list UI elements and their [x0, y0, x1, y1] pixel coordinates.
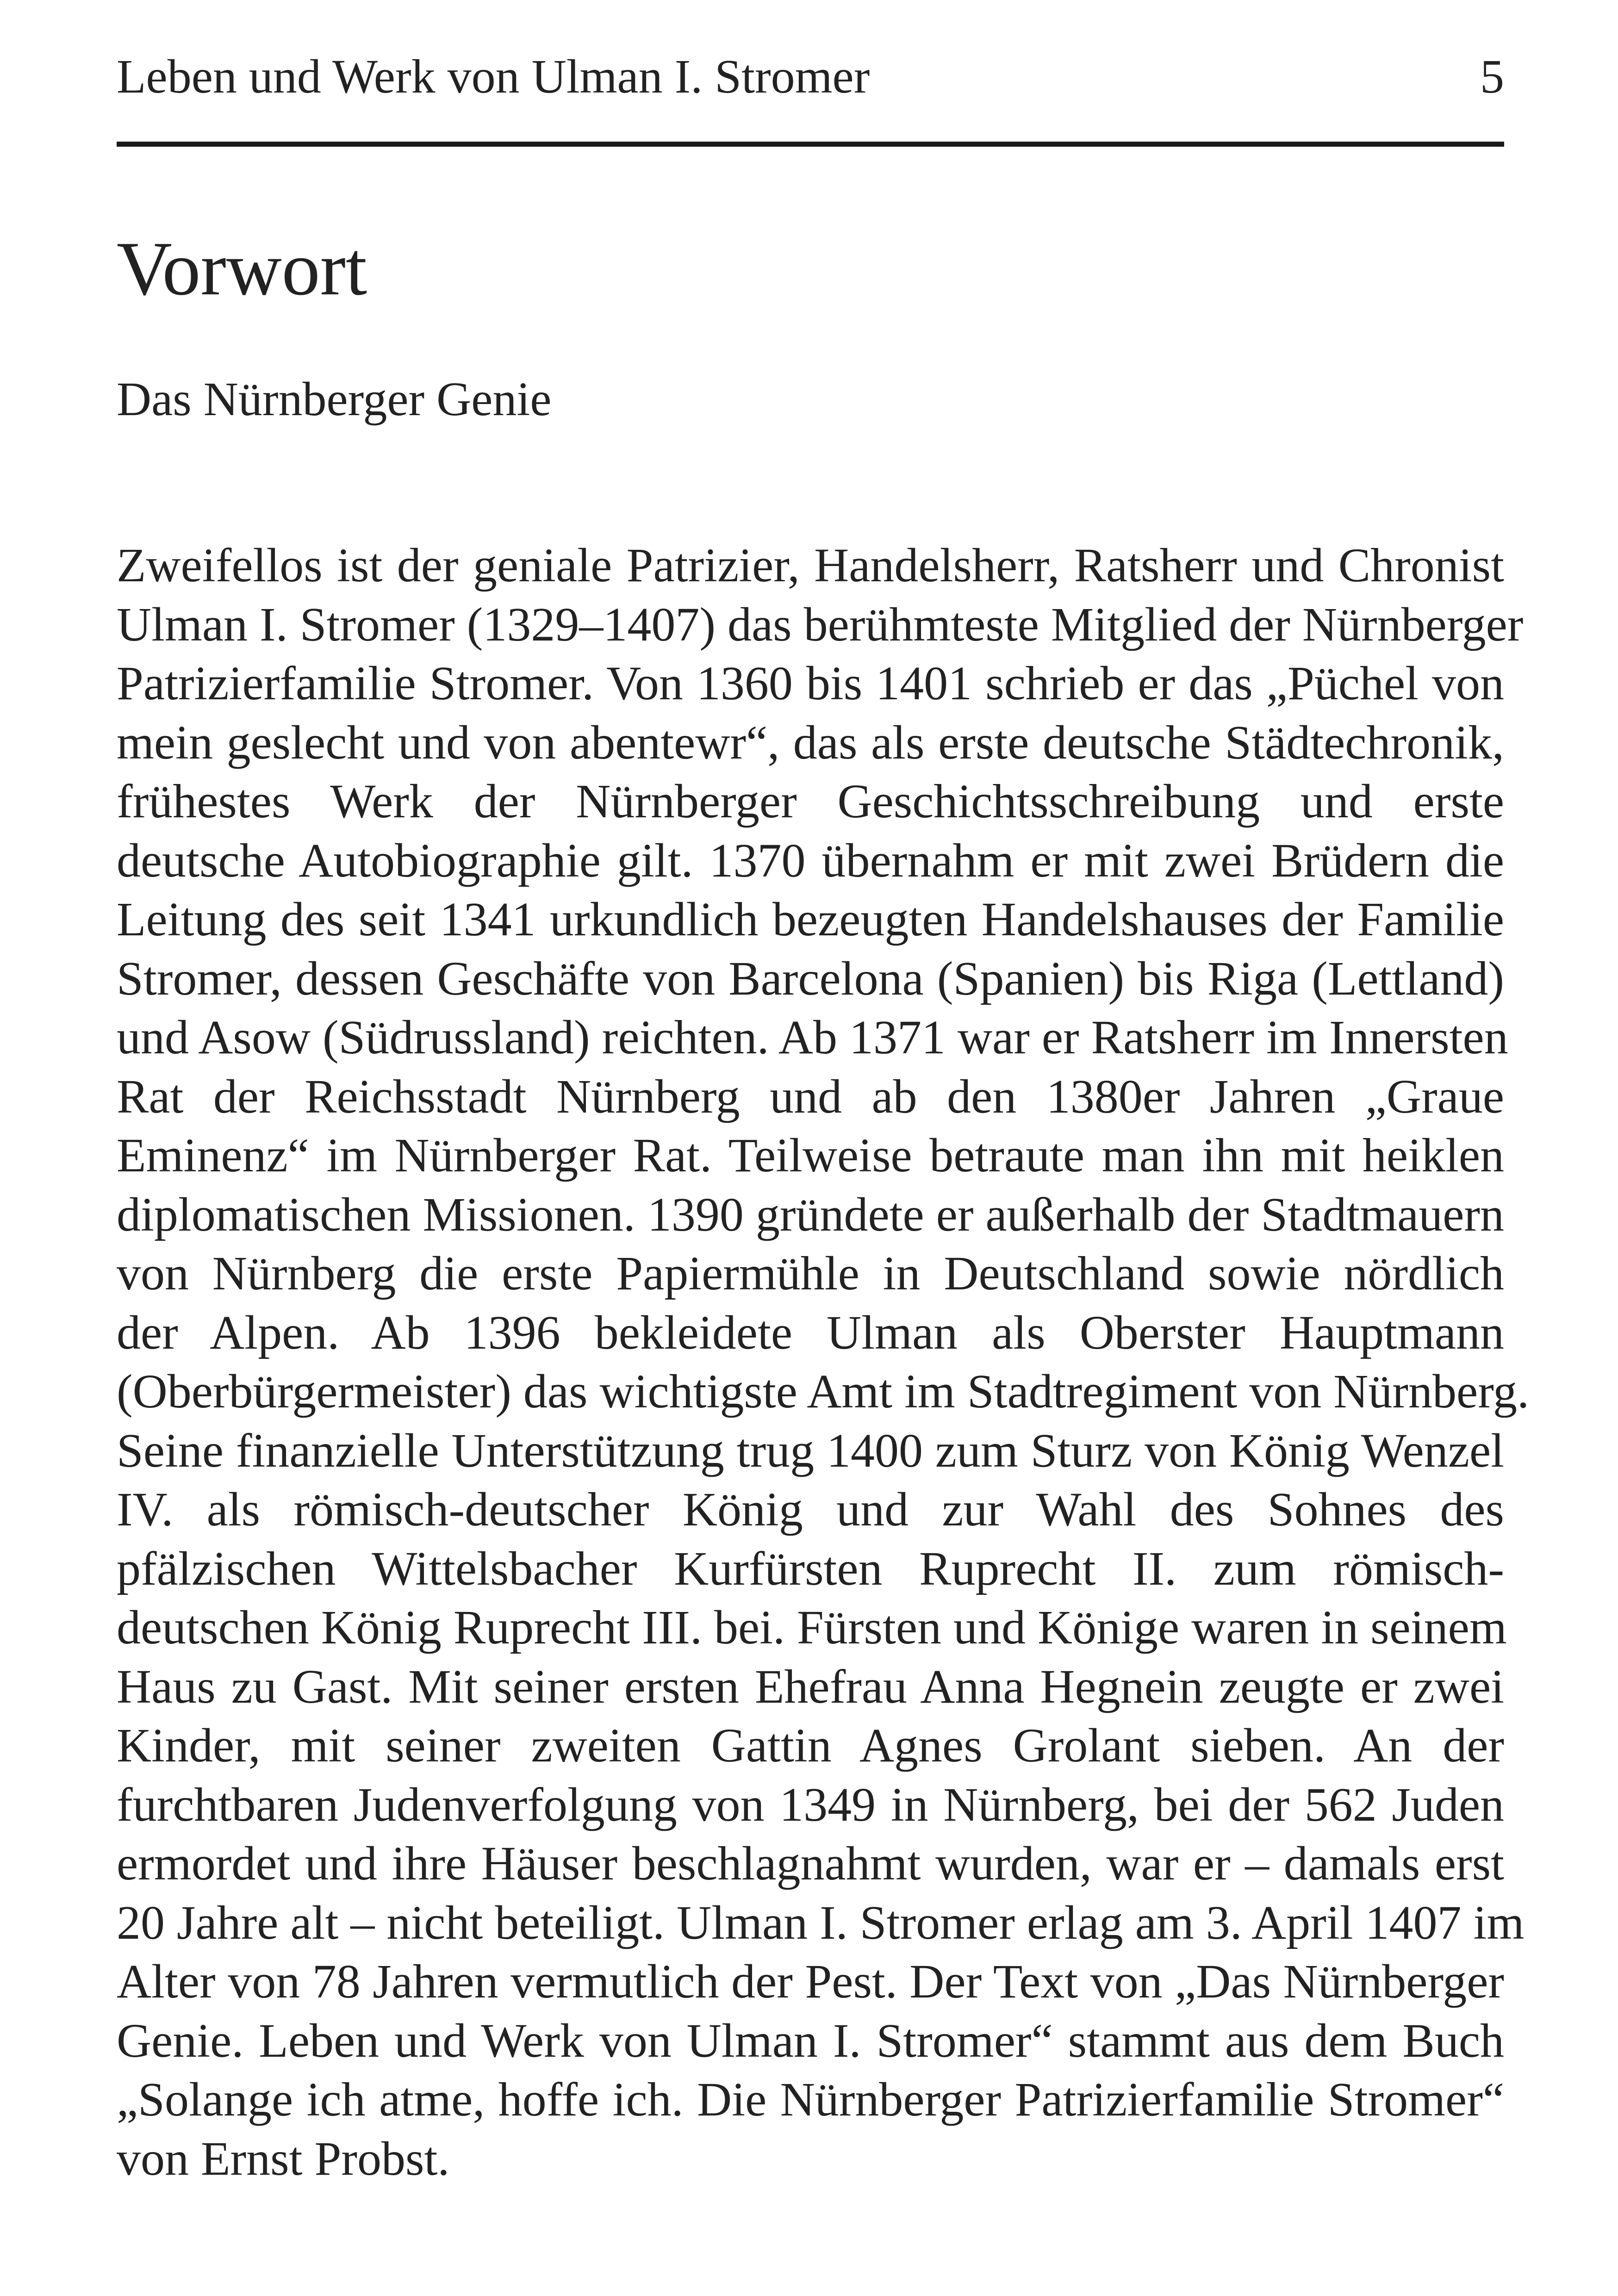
body-line: Haus zu Gast. Mit seiner ersten Ehefrau Anna Hegnein zeugte er zwei [117, 1660, 1504, 1713]
body-line: Alter von 78 Jahren vermutlich der Pest. Der Text von „Das Nürnberger [117, 1955, 1504, 2008]
body-line: 20 Jahre alt – nicht beteiligt. Ulman I. Stromer erlag am 3. April 1407 im [117, 1896, 1525, 1949]
body-line: Stromer, dessen Geschäfte von Barcelona (Spanien) bis Riga (Lettland) [117, 952, 1504, 1005]
header-divider [117, 142, 1504, 147]
body-paragraph [117, 536, 1529, 2188]
body-line: Leitung des seit 1341 urkundlich bezeugten Handelshauses der Familie [117, 893, 1504, 946]
body-line: (Oberbürgermeister) das wichtigste Amt im Stadtregiment von Nürnberg. [117, 1365, 1529, 1418]
body-line: mein geslecht und von abentewr“, das als erste deutsche Städtechronik, [117, 716, 1504, 769]
body-line: „Solange ich atme, hoffe ich. Die Nürnberger Patrizierfamilie Stromer“ [117, 2073, 1504, 2126]
body-line: Eminenz“ im Nürnberger Rat. Teilweise betraute man ihn mit heiklen [117, 1129, 1504, 1182]
body-line: IV. als römisch-deutscher König und zur Wahl des Sohnes des [117, 1483, 1504, 1536]
body-line: Kinder, mit seiner zweiten Gattin Agnes Grolant sieben. An der [117, 1719, 1504, 1772]
chapter-title: Vorwort [117, 226, 367, 311]
body-line: pfälzischen Wittelsbacher Kurfürsten Ruprecht II. zum römisch- [117, 1542, 1504, 1595]
page-number: 5 [1480, 50, 1504, 103]
running-head-title: Leben und Werk von Ulman I. Stromer [117, 50, 870, 103]
body-line: furchtbaren Judenverfolgung von 1349 in Nürnberg, bei der 562 Juden [117, 1778, 1504, 1831]
body-line: der Alpen. Ab 1396 bekleidete Ulman als Oberster Hauptmann [117, 1306, 1504, 1359]
body-line: Seine finanzielle Unterstützung trug 1400 zum Sturz von König Wenzel [117, 1424, 1504, 1477]
body-line: diplomatischen Missionen. 1390 gründete er außerhalb der Stadtmauern [117, 1188, 1504, 1241]
body-line: Ulman I. Stromer (1329–1407) das berühmteste Mitglied der Nürnberger [117, 597, 1524, 651]
body-line: deutsche Autobiographie gilt. 1370 übernahm er mit zwei Brüdern die [117, 834, 1504, 887]
body-line: und Asow (Südrussland) reichten. Ab 1371 war er Ratsherr im Innersten [117, 1011, 1508, 1064]
body-line: frühestes Werk der Nürnberger Geschichtsschreibung und erste [117, 775, 1504, 828]
body-line: deutschen König Ruprecht III. bei. Fürsten und Könige waren in seinem [117, 1601, 1507, 1654]
chapter-subtitle: Das Nürnberger Genie [117, 373, 552, 426]
body-line: Patrizierfamilie Stromer. Von 1360 bis 1401 schrieb er das „Püchel von [117, 657, 1504, 710]
body-line: ermordet und ihre Häuser beschlagnahmt wurden, war er – damals erst [117, 1837, 1504, 1890]
body-line: Genie. Leben und Werk von Ulman I. Stromer“ stammt aus dem Buch [117, 2014, 1504, 2067]
body-line: Rat der Reichsstadt Nürnberg und ab den 1380er Jahren „Graue [117, 1070, 1504, 1123]
body-line: Zweifellos ist der geniale Patrizier, Handelsherr, Ratsherr und Chronist [117, 539, 1504, 592]
body-line: von Nürnberg die erste Papiermühle in Deutschland sowie nördlich [117, 1247, 1504, 1300]
body-line: von Ernst Probst. [117, 2132, 450, 2185]
running-head [117, 44, 1504, 109]
